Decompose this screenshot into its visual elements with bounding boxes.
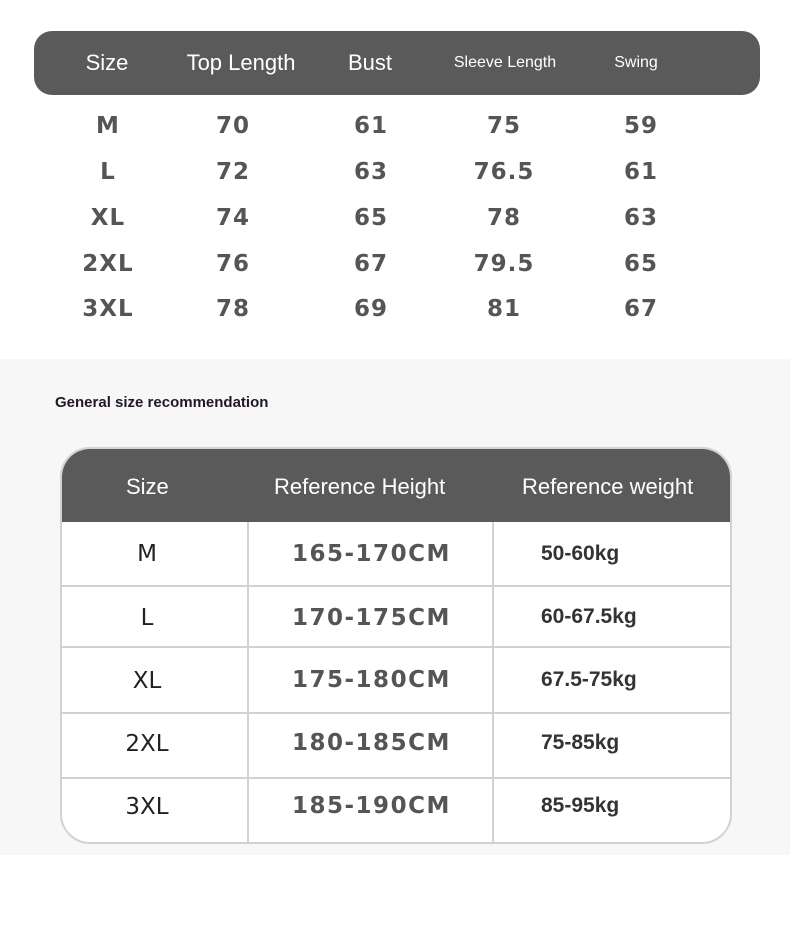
- size-chart-row: [0, 244, 790, 284]
- cell-sleeve-length: 75: [486, 113, 522, 139]
- cell-swing: 67: [623, 296, 659, 322]
- row-divider: [62, 712, 730, 714]
- cell-height: 170-175CM: [292, 605, 451, 631]
- cell-size: 3XL: [125, 794, 169, 820]
- cell-bust: 61: [353, 113, 389, 139]
- cell-swing: 59: [623, 113, 659, 139]
- cell-swing: 61: [623, 159, 659, 185]
- row-divider: [62, 585, 730, 587]
- header-reference-weight: Reference weight: [522, 474, 694, 499]
- size-chart-row: [0, 198, 790, 238]
- row-divider: [62, 646, 730, 648]
- column-divider: [492, 522, 494, 842]
- column-divider: [247, 522, 249, 842]
- cell-weight: 67.5-75kg: [541, 668, 637, 691]
- cell-size: M: [137, 541, 157, 567]
- size-chart-header: [34, 31, 760, 95]
- cell-sleeve-length: 76.5: [473, 159, 535, 185]
- size-chart-row: [0, 106, 790, 146]
- cell-sleeve-length: 81: [486, 296, 522, 322]
- cell-size: XL: [132, 668, 162, 694]
- cell-bust: 67: [353, 251, 389, 277]
- cell-weight: 50-60kg: [541, 542, 620, 565]
- cell-top-length: 70: [215, 113, 251, 139]
- cell-height: 175-180CM: [292, 667, 451, 693]
- header-top-length: Top Length: [186, 50, 296, 75]
- header-bust: Bust: [347, 50, 393, 75]
- cell-size: XL: [90, 205, 126, 231]
- cell-swing: 65: [623, 251, 659, 277]
- cell-sleeve-length: 79.5: [473, 251, 535, 277]
- cell-height: 185-190CM: [292, 793, 451, 819]
- cell-sleeve-length: 78: [486, 205, 522, 231]
- size-chart-row: [0, 289, 790, 329]
- cell-size: 2XL: [82, 251, 134, 277]
- cell-size: 2XL: [125, 731, 169, 757]
- size-chart-row: [0, 152, 790, 192]
- cell-weight: 75-85kg: [541, 731, 620, 754]
- header-sleeve-length: Sleeve Length: [453, 54, 557, 71]
- cell-size: M: [96, 113, 120, 139]
- recommendation-title: General size recommendation: [55, 394, 269, 411]
- cell-bust: 69: [353, 296, 389, 322]
- cell-top-length: 76: [215, 251, 251, 277]
- header-reference-height: Reference Height: [274, 474, 446, 499]
- cell-weight: 60-67.5kg: [541, 605, 637, 628]
- cell-bust: 65: [353, 205, 389, 231]
- header-size: Size: [126, 474, 169, 499]
- cell-weight: 85-95kg: [541, 794, 620, 817]
- cell-top-length: 72: [215, 159, 251, 185]
- cell-swing: 63: [623, 205, 659, 231]
- cell-size: 3XL: [82, 296, 134, 322]
- cell-top-length: 74: [215, 205, 251, 231]
- header-size: Size: [85, 50, 129, 75]
- cell-height: 180-185CM: [292, 730, 451, 756]
- cell-size: L: [100, 159, 116, 185]
- recommendation-table: [60, 447, 732, 844]
- cell-size: L: [140, 605, 154, 631]
- cell-bust: 63: [353, 159, 389, 185]
- cell-top-length: 78: [215, 296, 251, 322]
- header-swing: Swing: [614, 54, 658, 71]
- cell-height: 165-170CM: [292, 541, 451, 567]
- row-divider: [62, 777, 730, 779]
- recommendation-table-header: [62, 449, 730, 522]
